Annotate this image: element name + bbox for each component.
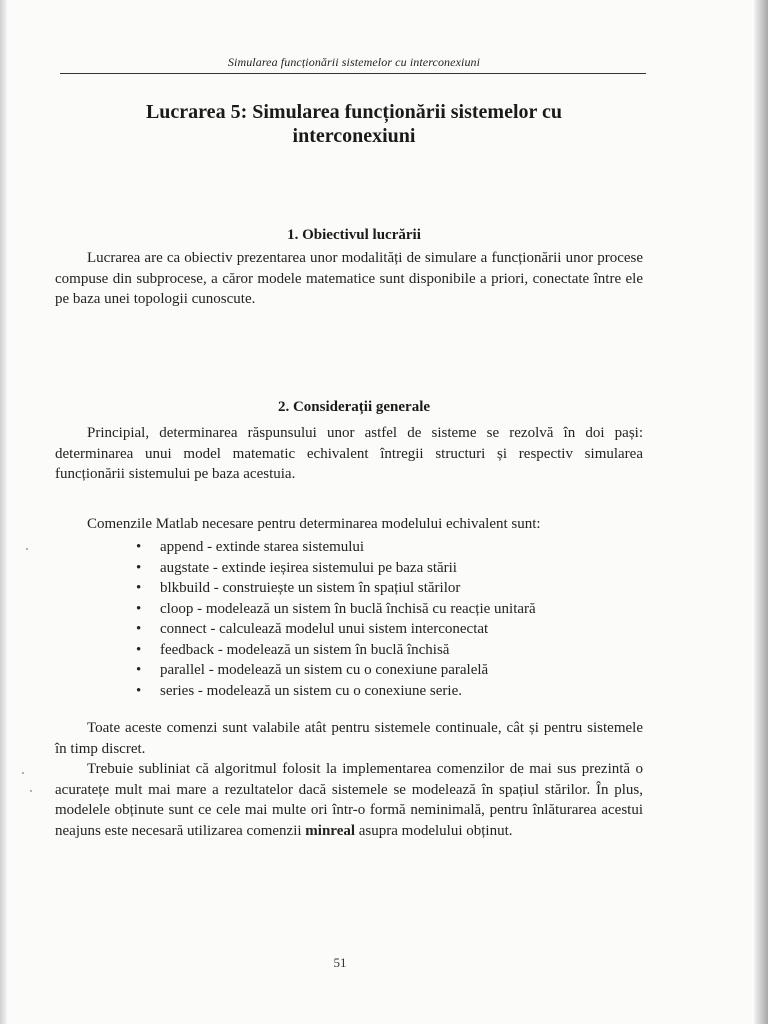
scan-speck (30, 790, 32, 792)
list-item: • feedback - modelează un sistem în buclă închisă (132, 640, 536, 661)
list-item: • connect - calculează modelul unui sistem interconectat (132, 619, 536, 640)
page-title (60, 100, 648, 148)
list-item: • append - extinde starea sistemului (132, 537, 536, 558)
paragraph-3-text: Trebuie subliniat că algoritmul folosit la implementarea comenzilor de mai sus prezintă o acuratețe mult mai mare a rezultatelor dacă sistemele se modelează în spațiul stărilor. În plus, modelele obținute sunt ce cele mai multe ori într-o formă neminimală, pentru înlăturarea acestui neajuns este necesară utilizarea comenzii (55, 761, 643, 839)
commands-intro: Comenzile Matlab necesare pentru determinarea modelului echivalent sunt: (87, 516, 541, 532)
section-2-paragraph-3 (55, 759, 643, 841)
page-left-edge (0, 0, 7, 1024)
page-number: 51 (333, 955, 347, 970)
running-header: Simularea funcționării sistemelor cu interconexiuni (227, 55, 481, 69)
paragraph-3-text-end: asupra modelului obținut. (355, 822, 513, 839)
page-title-line-1: Lucrarea 5: Simularea funcționării sistemelor cu (145, 101, 563, 123)
list-item: • cloop - modelează un sistem în buclă închisă cu reacție unitară (132, 599, 536, 620)
header-rule (60, 73, 646, 74)
section-1-heading: 1. Obiectivul lucrării (287, 227, 421, 243)
page-title-line-2: interconexiuni (292, 125, 416, 147)
list-item: • augstate - extinde ieșirea sistemului pe baza stării (132, 558, 536, 579)
list-item: • parallel - modelează un sistem cu o conexiune paralelă (132, 660, 536, 681)
matlab-commands-list (132, 537, 536, 701)
minreal-command: minreal (305, 822, 356, 839)
scan-speck (22, 772, 24, 774)
page-right-edge-shadow (754, 0, 768, 1024)
section-2-paragraph-1: Principial, determinarea răspunsului unor astfel de sisteme se rezolvă în doi pași: determinarea unui model matematic echivalent întregii structuri și respectiv simularea funcționării sistemului pe baza acestuia. (55, 425, 643, 482)
section-1-paragraph: Lucrarea are ca obiectiv prezentarea unor modalități de simulare a funcționării unor procese compuse din subprocese, a căror modele matematice sunt disponibile a priori, conectate între ele pe baza unei topologii cunoscute. (55, 250, 643, 307)
list-item: • blkbuild - construiește un sistem în spațiul stărilor (132, 578, 536, 599)
scan-speck (26, 548, 28, 550)
section-2-heading: 2. Considerații generale (277, 399, 431, 415)
list-item: • series - modelează un sistem cu o conexiune serie. (132, 681, 536, 702)
section-2-paragraph-2: Toate aceste comenzi sunt valabile atât pentru sistemele continuale, cât și pentru sistemele în timp discret. (55, 720, 643, 757)
